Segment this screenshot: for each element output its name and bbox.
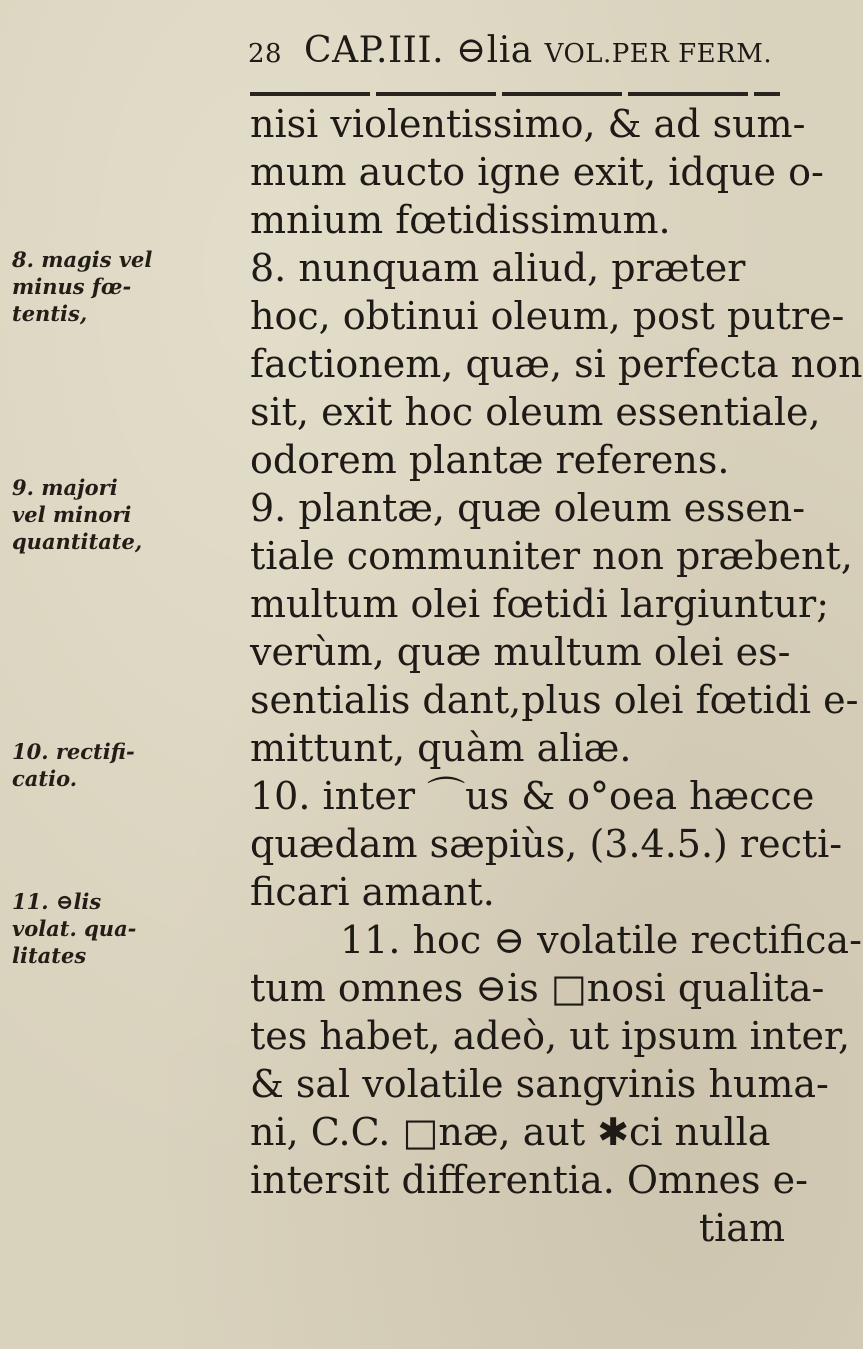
text-line: verùm, quæ multum olei es- bbox=[250, 630, 791, 674]
text-line: tes habet, adeò, ut ipsum inter, bbox=[250, 1014, 851, 1058]
margin-line: litates bbox=[12, 943, 87, 968]
margin-line: 11. ⊖lis bbox=[12, 889, 102, 914]
text-line: odorem plantæ referens. bbox=[250, 438, 730, 482]
main-text bbox=[250, 100, 863, 1252]
text-line: sentialis dant,plus olei fœtidi e- bbox=[250, 678, 859, 722]
text-line: quædam sæpiùs, (3.4.5.) recti- bbox=[250, 822, 843, 866]
text-line: & sal volatile sangvinis huma- bbox=[250, 1062, 829, 1106]
margin-note-11 bbox=[12, 888, 247, 969]
text-line: 8. nunquam aliud, præter bbox=[250, 246, 746, 290]
text-line: 11. hoc ⊖ volatile rectifica- bbox=[340, 918, 862, 962]
running-header bbox=[248, 30, 788, 71]
text-line: factionem, quæ, si perfecta non bbox=[250, 342, 863, 386]
text-line: mum aucto igne exit, idque o- bbox=[250, 150, 824, 194]
page-number: 28 bbox=[248, 39, 283, 69]
text-line: sit, exit hoc oleum essentiale, bbox=[250, 390, 821, 434]
text-line: ficari amant. bbox=[250, 870, 495, 914]
text-line: tum omnes ⊖is □nosi qualita- bbox=[250, 966, 825, 1010]
catchword: tiam bbox=[698, 1206, 785, 1250]
margin-line: tentis, bbox=[12, 301, 88, 326]
text-line: 9. plantæ, quæ oleum essen- bbox=[250, 486, 806, 530]
text-line: mittunt, quàm aliæ. bbox=[250, 726, 632, 770]
margin-note-8 bbox=[12, 246, 247, 327]
margin-line: volat. qua- bbox=[12, 916, 137, 941]
margin-line: minus fœ- bbox=[12, 274, 132, 299]
header-rule bbox=[250, 92, 780, 96]
text-line: tiale communiter non præbent, bbox=[250, 534, 853, 578]
margin-line: 10. rectifi- bbox=[12, 739, 135, 764]
text-line: nisi violentissimo, & ad sum- bbox=[250, 102, 806, 146]
text-line: ni, C.C. □næ, aut ✱ci nulla bbox=[250, 1110, 771, 1154]
margin-line: vel minori bbox=[12, 502, 132, 527]
margin-line: 9. majori bbox=[12, 475, 118, 500]
margin-note-10 bbox=[12, 738, 247, 792]
text-line: mnium fœtidissimum. bbox=[250, 198, 671, 242]
margin-note-9 bbox=[12, 474, 247, 555]
text-line: intersit differentia. Omnes e- bbox=[250, 1158, 808, 1202]
chapter-title: CAP.III. ⊖lia bbox=[304, 30, 533, 71]
margin-line: quantitate, bbox=[12, 529, 143, 554]
margin-line: 8. magis vel bbox=[12, 247, 153, 272]
margin-line: catio. bbox=[12, 766, 78, 791]
chapter-subtitle: VOL.PER FERM. bbox=[544, 39, 773, 69]
text-line: hoc, obtinui oleum, post putre- bbox=[250, 294, 845, 338]
text-line: multum olei fœtidi largiuntur; bbox=[250, 582, 829, 626]
text-line: 10. inter ⌒us & o°oea hæcce bbox=[250, 774, 815, 818]
